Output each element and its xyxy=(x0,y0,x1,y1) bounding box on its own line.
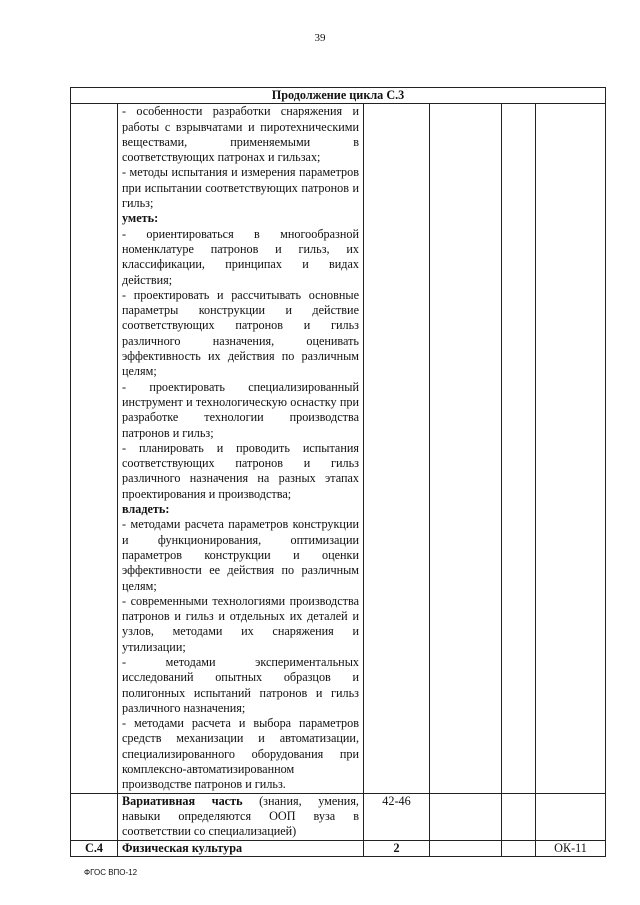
umet-line: - планировать и проводить испытания соответствующих патронов и гильз различного назначения на разных этапах проектирования и производства; xyxy=(122,440,359,501)
phys-row xyxy=(71,840,606,856)
competence-cell-empty xyxy=(536,104,606,793)
vladet-line: - методами расчета и выбора параметров средств механизации и автоматизации, специализированного оборудования при комплексно-автоматизированном производстве патронов и гильз. xyxy=(122,716,359,792)
content-line: - особенности разработки снаряжения и работы с взрывчатами и пиротехническими веществами, применяемыми в соответствующих патронах и гильзах; xyxy=(122,104,359,165)
code-cell-empty xyxy=(71,104,118,793)
col5-cell-empty xyxy=(502,104,536,793)
col5-cell-empty xyxy=(502,793,536,840)
col4-cell-empty xyxy=(430,840,502,856)
competence-cell-empty xyxy=(536,793,606,840)
content-line: - методы испытания и измерения параметров при испытании соответствующих патронов и гильз; xyxy=(122,165,359,211)
col4-cell-empty xyxy=(430,793,502,840)
phys-title: Физическая культура xyxy=(118,840,364,856)
col5-cell-empty xyxy=(502,840,536,856)
phys-code: С.4 xyxy=(71,840,118,856)
variative-row xyxy=(71,793,606,840)
code-cell-empty xyxy=(71,793,118,840)
content-cell xyxy=(118,104,364,793)
umet-label: уметь: xyxy=(122,211,159,226)
umet-line: - проектировать и рассчитывать основные параметры конструкции и действие соответствующих патронов и гильз различного назначения, оценивать эффективность их действия по различным целям; xyxy=(122,287,359,379)
variative-credits: 42-46 xyxy=(364,793,430,840)
variative-text: (знания, умения, навыки определяются ООП вуза в соответствии со специализацией) xyxy=(122,793,359,839)
continuation-row xyxy=(71,104,606,793)
curriculum-table xyxy=(70,87,606,857)
vladet-line: - методами экспериментальных исследований опытных образцов и полигонных испытаний патронов и гильз различного назначения; xyxy=(122,654,359,715)
umet-line: - ориентироваться в многообразной номенклатуре патронов и гильз, их классификации, принципах и видах действия; xyxy=(122,226,359,287)
footer-mark: ФГОС ВПО-12 xyxy=(84,868,138,877)
phys-credits: 2 xyxy=(364,840,430,856)
col4-cell-empty xyxy=(430,104,502,793)
vladet-line: - современными технологиями производства патронов и гильз и отдельных их деталей и узлов, методами их снаряжения и утилизации; xyxy=(122,593,359,654)
variative-cell xyxy=(118,793,364,840)
vladet-line: - методами расчета параметров конструкции и функционирования, оптимизации параметров конструкции и оценки эффективности ее действия по различным целям; xyxy=(122,517,359,593)
page-number: 39 xyxy=(314,32,326,44)
phys-competence: ОК-11 xyxy=(536,840,606,856)
vladet-label: владеть: xyxy=(122,502,170,517)
credits-cell-empty xyxy=(364,104,430,793)
variative-title: Вариативная часть xyxy=(122,793,243,808)
table-header: Продолжение цикла С.3 xyxy=(71,88,606,104)
table-header-row xyxy=(71,88,606,104)
umet-line: - проектировать специализированный инструмент и технологическую оснастку при разработке технологии производства патронов и гильз; xyxy=(122,379,359,440)
